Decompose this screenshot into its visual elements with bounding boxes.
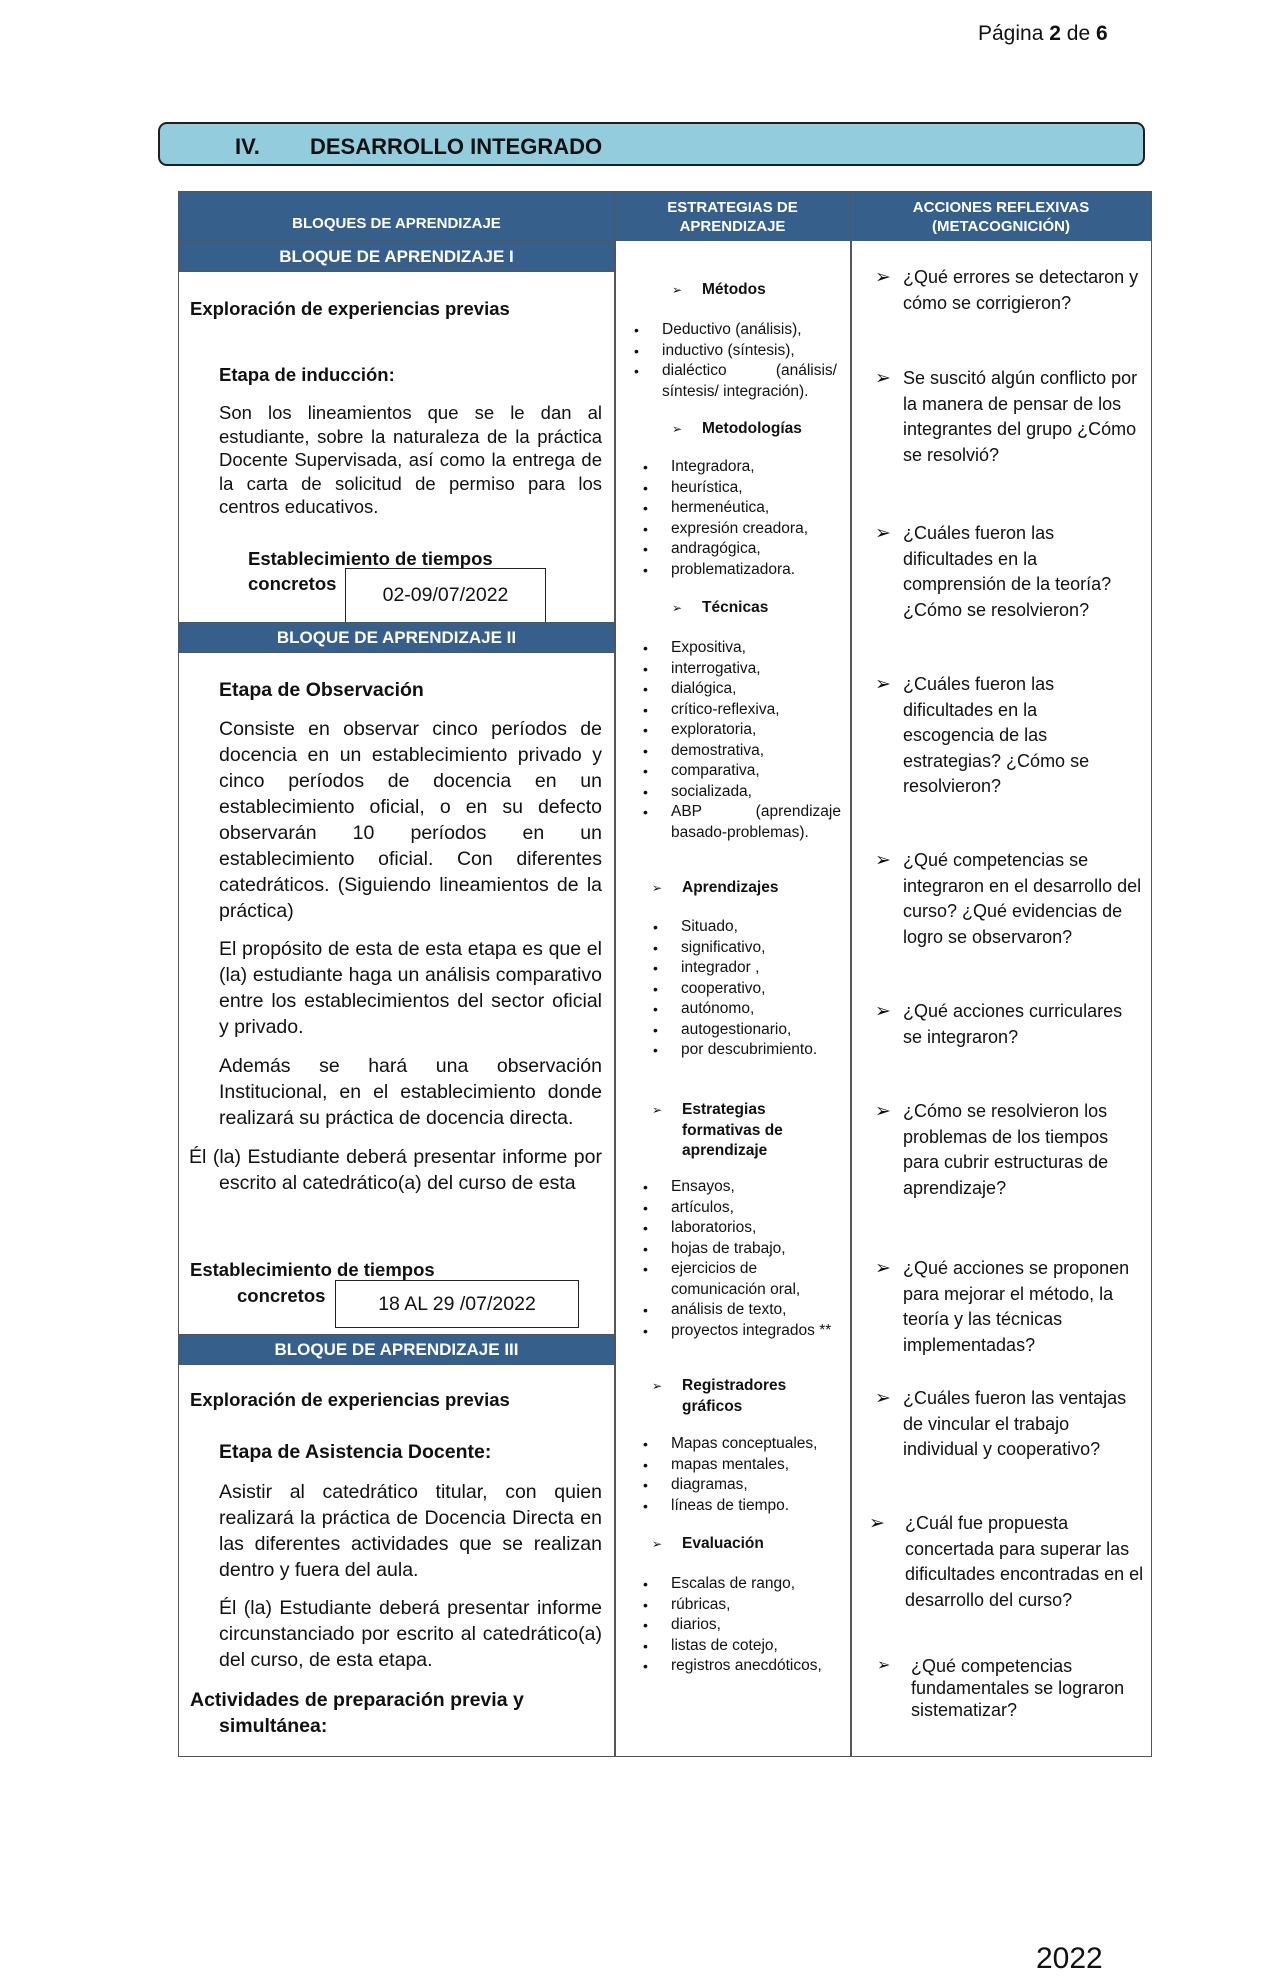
arrow-icon: ➢ xyxy=(875,267,891,288)
question-text: ¿Qué competencias fundamentales se lograron sistematizar? xyxy=(911,1656,1125,1720)
list-item: • Ensayos, xyxy=(671,1177,836,1198)
arrow-icon: ➢ xyxy=(672,283,683,297)
page-number xyxy=(978,22,1108,46)
arrow-icon: ➢ xyxy=(875,1101,891,1122)
strategy-formativas xyxy=(652,1100,812,1162)
arrow-icon: ➢ xyxy=(869,1513,885,1534)
strategy-evaluacion xyxy=(652,1534,764,1555)
question-text: ¿Cuáles fueron las dificultades en la escogencia de las estrategias? ¿Cómo se resolvieron? xyxy=(903,674,1090,796)
list-item: • Deductivo (análisis), xyxy=(662,320,837,341)
reflective-question-8 xyxy=(875,1256,1133,1358)
list-item: • Integradora, xyxy=(671,457,836,478)
arrow-icon: ➢ xyxy=(652,881,663,895)
strategy-metodos-title xyxy=(672,280,766,301)
block-1-exploration: Exploración de experiencias previas xyxy=(190,298,510,319)
strategy-formativas-label: Estrategias formativas de aprendizaje xyxy=(682,1101,783,1159)
list-item: • diagramas, xyxy=(671,1475,841,1496)
strategy-tecnicas-label: Técnicas xyxy=(702,599,769,616)
strategy-tecnicas xyxy=(672,598,769,619)
strategy-metodologias xyxy=(672,419,802,440)
list-item: • socializada, xyxy=(671,782,841,803)
strategy-formativas-list xyxy=(671,1177,836,1341)
list-item: • comparativa, xyxy=(671,761,841,782)
strategy-aprendizajes-label: Aprendizajes xyxy=(682,879,779,896)
list-item: • crítico-reflexiva, xyxy=(671,700,841,721)
list-item: • hermenéutica, xyxy=(671,498,836,519)
strategy-tecnicas-list xyxy=(671,638,841,843)
column-divider xyxy=(850,191,852,1757)
question-text: ¿Cómo se resolvieron los problemas de los tiempos para cubrir estructuras de aprendizaje? xyxy=(903,1101,1109,1198)
strategy-formativas-title xyxy=(652,1100,812,1162)
strategy-metodos xyxy=(672,280,766,301)
arrow-icon: ➢ xyxy=(652,1103,663,1117)
arrow-icon: ➢ xyxy=(672,601,683,615)
block-1-stage-text: Son los lineamientos que se le dan al estudiante, sobre la naturaleza de la práctica Docente Supervisada, así como la entrega de la carta de solicitud de permiso para los centros educativos. xyxy=(219,402,602,517)
list-item: • Situado, xyxy=(681,917,841,938)
strategy-registradores-label: Registradores gráficos xyxy=(682,1377,787,1415)
reflective-question-5 xyxy=(875,848,1143,950)
block-3-activities xyxy=(190,1687,590,1739)
page-current: 2 xyxy=(1049,22,1061,45)
strategy-metodologias-title xyxy=(672,419,802,440)
block-2-paragraph-2: El propósito de esta de esta etapa es que el (la) estudiante haga un análisis comparativo entre los establecimientos del sector oficial y privado. xyxy=(219,938,602,1038)
list-item: • cooperativo, xyxy=(681,979,841,1000)
strategy-aprendizajes xyxy=(652,878,779,899)
list-item: • listas de cotejo, xyxy=(671,1636,841,1657)
list-item: • rúbricas, xyxy=(671,1595,841,1616)
block-3-bar: BLOQUE DE APRENDIZAJE III xyxy=(179,1334,614,1365)
list-item: • diarios, xyxy=(671,1615,841,1636)
list-item: • registros anecdóticos, xyxy=(671,1656,841,1677)
block-2-paragraph-3: Además se hará una observación Institucional, en el establecimiento donde realizará su práctica de docencia directa. xyxy=(219,1055,602,1129)
list-item: • demostrativa, xyxy=(671,741,841,762)
block-2-stage-title: Etapa de Observación xyxy=(219,679,424,701)
list-item: • ejercicios de comunicación oral, xyxy=(671,1259,836,1300)
block-2-date-box: 18 AL 29 /07/2022 xyxy=(335,1280,579,1328)
block-1-bar: BLOQUE DE APRENDIZAJE I xyxy=(179,241,614,272)
block-2-bar: BLOQUE DE APRENDIZAJE II xyxy=(179,622,614,653)
strategy-metodos-label: Métodos xyxy=(702,281,766,298)
list-item: • Expositiva, xyxy=(671,638,841,659)
reflective-question-10 xyxy=(869,1511,1145,1613)
list-item: • exploratoria, xyxy=(671,720,841,741)
reflective-question-2 xyxy=(875,366,1143,468)
strategy-metodologias-label: Metodologías xyxy=(702,420,802,437)
list-item: • expresión creadora, xyxy=(671,519,836,540)
list-item: • ABP (aprendizaje basado-problemas). xyxy=(671,802,841,843)
block-2-time-label: Establecimiento de tiempos xyxy=(190,1259,435,1280)
reflective-question-6 xyxy=(875,999,1143,1050)
arrow-icon: ➢ xyxy=(875,523,891,544)
list-item: • por descubrimiento. xyxy=(681,1040,841,1061)
list-item: • análisis de texto, xyxy=(671,1300,836,1321)
block-1-date-box: 02-09/07/2022 xyxy=(345,568,546,623)
list-item: • significativo, xyxy=(681,938,841,959)
list-item: • proyectos integrados ** xyxy=(671,1321,836,1342)
page-of: de xyxy=(1066,22,1091,45)
list-item: • Mapas conceptuales, xyxy=(671,1434,841,1455)
arrow-icon: ➢ xyxy=(875,850,891,871)
question-text: ¿Qué errores se detectaron y cómo se corrigieron? xyxy=(903,267,1139,313)
arrow-icon: ➢ xyxy=(652,1537,663,1551)
strategy-evaluacion-label: Evaluación xyxy=(682,1535,764,1552)
arrow-icon: ➢ xyxy=(672,422,683,436)
list-item: • hojas de trabajo, xyxy=(671,1239,836,1260)
question-text: ¿Qué acciones se proponen para mejorar el método, la teoría y las técnicas implementadas? xyxy=(903,1258,1130,1355)
arrow-icon: ➢ xyxy=(875,674,891,695)
reflective-question-9 xyxy=(875,1386,1143,1463)
question-text: ¿Qué competencias se integraron en el desarrollo del curso? ¿Qué evidencias de logro se observaron? xyxy=(903,850,1142,947)
strategy-registradores-title xyxy=(652,1376,812,1417)
arrow-icon: ➢ xyxy=(875,1001,891,1022)
list-item: • mapas mentales, xyxy=(671,1455,841,1476)
block-1-time-label-2: concretos xyxy=(248,573,337,594)
reflective-question-1 xyxy=(875,265,1143,316)
block-3-stage-title: Etapa de Asistencia Docente: xyxy=(219,1441,492,1463)
list-item: • autogestionario, xyxy=(681,1020,841,1041)
arrow-icon: ➢ xyxy=(875,1388,891,1409)
strategy-evaluacion-title xyxy=(652,1534,764,1555)
page-total: 6 xyxy=(1095,22,1108,45)
question-text: ¿Qué acciones curriculares se integraron? xyxy=(903,1001,1123,1047)
block-3-activities-text: Actividades de preparación previa y simultánea: xyxy=(190,1689,524,1737)
strategy-registradores-list xyxy=(671,1434,841,1516)
block-3-paragraph-1: Asistir al catedrático titular, con quien realizará la práctica de Docencia Directa en las diferentes actividades que se realizan dentro y fuera del aula. xyxy=(219,1481,602,1581)
reflective-question-3 xyxy=(875,521,1143,623)
list-item: • laboratorios, xyxy=(671,1218,836,1239)
reflective-question-7 xyxy=(875,1099,1133,1201)
question-text: ¿Cuál fue propuesta concertada para superar las dificultades encontradas en el desarrollo del curso? xyxy=(905,1513,1144,1610)
list-item: • artículos, xyxy=(671,1198,836,1219)
footer-year: 2022 xyxy=(1036,1942,1103,1975)
question-text: ¿Cuáles fueron las ventajas de vincular el trabajo individual y cooperativo? xyxy=(903,1388,1127,1459)
arrow-icon: ➢ xyxy=(877,1657,891,1674)
header-acciones-text: ACCIONES REFLEXIVAS (METACOGNICIÓN) xyxy=(912,198,1090,235)
list-item: • dialógica, xyxy=(671,679,841,700)
block-1-time-label: Establecimiento de tiempos xyxy=(248,548,493,569)
block-3-paragraph-2: Él (la) Estudiante deberá presentar informe circunstanciado por escrito al catedrático(a) del curso, de esta etapa. xyxy=(219,1597,602,1671)
section-heading xyxy=(158,122,1145,166)
question-text: ¿Cuáles fueron las dificultades en la comprensión de la teoría? ¿Cómo se resolvieron? xyxy=(903,523,1112,620)
block-2-paragraph-4: Él (la) Estudiante deberá presentar informe por escrito al catedrático(a) del curso de esta xyxy=(189,1146,602,1194)
strategy-metodos-list xyxy=(662,320,837,402)
header-bloques: BLOQUES DE APRENDIZAJE xyxy=(179,192,614,241)
list-item: • andragógica, xyxy=(671,539,836,560)
column-divider xyxy=(614,191,616,1757)
block-2-time-label-2: concretos xyxy=(237,1285,326,1306)
section-title: DESARROLLO INTEGRADO xyxy=(310,134,603,159)
header-estrategias xyxy=(615,192,850,241)
strategy-aprendizajes-title xyxy=(652,878,779,899)
block-2-paragraph-1: Consiste en observar cinco períodos de docencia en un establecimiento privado y cinco períodos de docencia en un establecimiento oficial, o en su defecto observarán 10 períodos en un establecimiento oficial. Con diferentes catedráticos. (Siguiendo lineamientos de la práctica) xyxy=(219,718,602,922)
arrow-icon: ➢ xyxy=(875,1258,891,1279)
list-item: • autónomo, xyxy=(681,999,841,1020)
reflective-question-11 xyxy=(877,1655,1141,1721)
list-item: • líneas de tiempo. xyxy=(671,1496,841,1517)
list-item: • Escalas de rango, xyxy=(671,1574,841,1595)
strategy-registradores xyxy=(652,1376,812,1417)
list-item: • dialéctico (análisis/ síntesis/ integración). xyxy=(662,361,837,402)
list-item: • inductivo (síntesis), xyxy=(662,341,837,362)
strategy-metodologias-list xyxy=(671,457,836,580)
list-item: • integrador , xyxy=(681,958,841,979)
strategy-aprendizajes-list xyxy=(681,917,841,1061)
list-item: • heurística, xyxy=(671,478,836,499)
header-estrategias-text: ESTRATEGIAS DE APRENDIZAJE xyxy=(667,198,798,235)
list-item: • problematizadora. xyxy=(671,560,836,581)
question-text: Se suscitó algún conflicto por la manera de pensar de los integrantes del grupo ¿Cómo se resolvió? xyxy=(903,368,1138,465)
reflective-question-4 xyxy=(875,672,1113,800)
header-acciones xyxy=(851,192,1151,241)
arrow-icon: ➢ xyxy=(875,368,891,389)
list-item: • interrogativa, xyxy=(671,659,841,680)
strategy-evaluacion-list xyxy=(671,1574,841,1677)
page-label: Página xyxy=(978,22,1044,45)
strategy-tecnicas-title xyxy=(672,598,769,619)
block-1-stage-title: Etapa de inducción: xyxy=(219,364,395,385)
arrow-icon: ➢ xyxy=(652,1379,663,1393)
section-number: IV. xyxy=(235,134,260,159)
block-3-exploration: Exploración de experiencias previas xyxy=(190,1389,510,1410)
